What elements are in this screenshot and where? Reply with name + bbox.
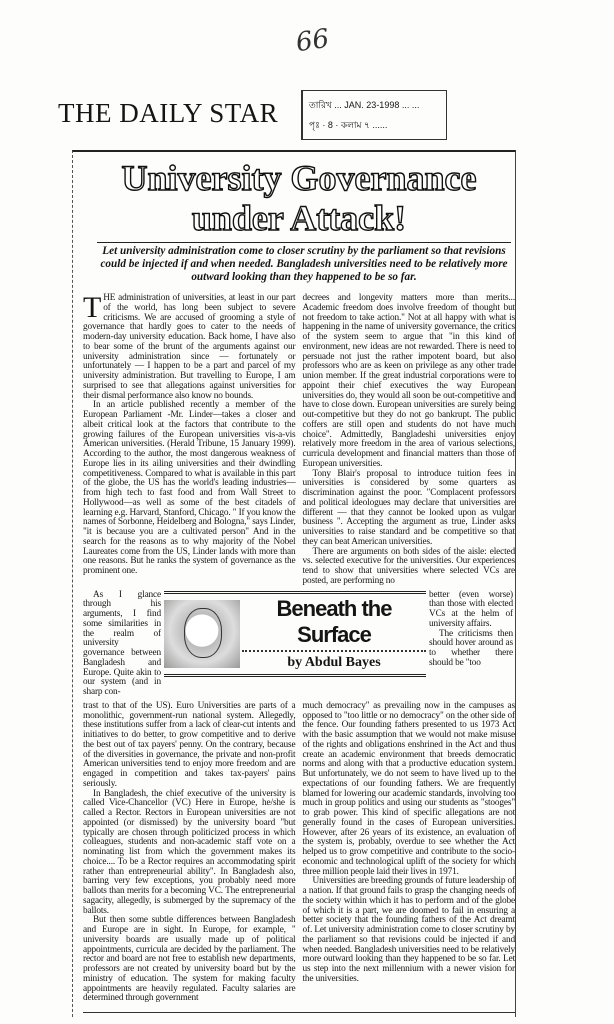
paragraph: In an article published recently a member of the European Parliament -Mr. Linder—takes a closer and albeit critical look at the factors that contribute to the growing failures of the European universities vis-a-vis American universities. (Herald Tribune, 15 January 1999). According to the author, the most dangerous weakness of Europe lies in its ailing universities and their dwindling competitiveness. Compared to what is available in this part of the globe, the US has the world's leading industries—from high tech to fast food and from Wall Street to Hollywood—as well as some of the best citadels of learning e.g. Harvard, Stanford, Chicago. " If you know the names of Sorbonne, Heidelberg and Bologna," says Linder, "it is because you are a cultivated person" And in the search for the reasons as to why majority of the Nobel Laureates come from the US, Linder lands with more than one reasons. But he ranks the system of governance as the prominent one. <box>83 400 296 576</box>
date-stamp <box>301 90 447 140</box>
author-portrait <box>164 600 240 668</box>
inset-left-text <box>83 591 161 698</box>
headline-divider <box>97 242 511 243</box>
drop-cap: T <box>83 291 102 324</box>
newspaper-masthead: THE DAILY STAR <box>58 98 279 128</box>
paragraph: The criticisms then should hover around as to whether there should be "too <box>429 628 513 668</box>
paragraph: Universities are breeding grounds of future leadership of a nation. If that ground fails to grasp the changing needs of the society within which it has to perform and of the globe of which it is a part, we are doomed to fail in ensuring a better society that the founding fathers of the Act dreamt of. Let university administration come to closer scrutiny by the parliament so that revisions could be injected if and when needed. Bangladesh universities need to be relatively more outward looking than they happened to be so far. Let us step into the next millennium with a newer vision for the universities. <box>302 876 515 984</box>
body-column-1 <box>83 291 296 587</box>
headline-line-1: University Governance <box>121 158 477 198</box>
paragraph: trast to that of the US). Euro Universities are parts of a monolithic, government-run national system. Allegedly, these institutions suffer from a lack of clear-cut intents and initiatives to do better, to grow competitive and to derive the best out of tax payers' penny. On the contrary, because of the diversities in governance, the private and non-profit American universities tend to enjoy more freedom and are engaged in competition and takes tax-payers' pains seriously. <box>83 700 296 789</box>
body-column-3 <box>83 702 296 1004</box>
paragraph: Tony Blair's proposal to introduce tuition fees in universities is considered by some quarters as discrimination against the poor. "Complacent professors and political ideologues may declare that universities are different — that they cannot be looked upon as vulgar business ". Accepting the argument as true, Linder asks universities to raise standard and be competitive so that they can beat American universities. <box>302 468 515 547</box>
handwritten-page-number: 66 <box>294 23 332 59</box>
paragraph: As I glance through his arguments, I find some similarities in the realm of university governance between Bangladesh and Europe. Quite akin to our system (and in sharp con- <box>83 589 161 697</box>
decorative-rule <box>242 650 426 652</box>
column-logo-text <box>242 596 426 672</box>
paragraph: much democracy" as prevailing now in the campuses as opposed to "too little or no democracy" on the other side of the fence. Our founding fathers presented to us 1973 Act with the basic assumption that we would not make misuse of the rights and obligations enshrined in the Act and thus create an academic environment that breeds democratic norms and along with that a productive education system. But unfortunately, we do not seem to have lived up to the expectations of our founding fathers. We are frequently blamed for lowering our academic standards, involving too much in group politics and using our students as "stooges" to grab power. This kind of specific allegations are not generally found in the cases of European universities. However, after 26 years of its existence, an evaluation of the system is, probably, overdue to see whether the Act helped us to grow competitive and contribute to the socio-economic and technological uplift of the society for which three million people laid their lives in 1971. <box>302 700 515 877</box>
inset-row <box>83 591 515 698</box>
column-title: Beneath the Surface <box>276 595 392 647</box>
byline: by Abdul Bayes <box>287 654 381 670</box>
headline-line-2: under Attack! <box>191 198 407 238</box>
inset-right-text <box>429 591 513 669</box>
upper-columns <box>83 291 515 587</box>
paragraph: decrees and longevity matters more than merits... Academic freedom does involve freedom of thought but not freedom to take action." Not at all happy with what is happening in the name of university governance, the critics of the system seem to argue that "in this kind of environment, new ideas are not rewarded. There is need to persuade not just the rather impotent board, but also professors who are as keen on privilege as any other trade union member. If the great industrial corporations were to appoint their chief executives the way European universities do, they would all soon be out-competitive and have to close down. European universities are surely being out-competitive but they do not go bankrupt. The public coffers are still open and students do not have much choice". Admittedly, Bangladeshi universities enjoy relatively more freedom in the area of various selections, curricula development and financial matters than those of European universities. <box>302 293 515 469</box>
body-column-2 <box>303 294 516 587</box>
article-deck: Let university administration come to closer scrutiny by the parliament so that revisions could be injected if and when needed. Bangladesh universities need to be relatively more outward looking than they happened to be so far. <box>100 245 508 283</box>
stamp-date-line: তারিখ ... JAN. 23-1998 ... ... <box>309 100 420 110</box>
paragraph: There are arguments on both sides of the aisle: elected vs. selected executive for the universities. Our experiences tend to show that universities where selected VCs are posted, are performing no <box>302 546 515 586</box>
paragraph <box>83 291 296 401</box>
clipping-bottom-edge <box>83 1012 515 1013</box>
lower-columns <box>83 702 515 1004</box>
paragraph-text: HE administration of universities, at least in our part of the world, has long been subject to severe criticisms. We are accused of grooming a style of governance that hardly goes to cater to the needs of modern-day university education. Back home, I have also to bear some of the brunt of the arguments against our university administration since — fortunately or unfortunately — I happen to be a part and parcel of my university administration. But travelling to Europe, I am surprised to see that allegations against universities for their dismal performance also know no bounds. <box>83 293 296 401</box>
paragraph: better (even worse) than those with elected VCs at the helm of university affairs. <box>429 589 513 629</box>
article <box>72 150 516 1017</box>
column-logo-box <box>164 591 426 677</box>
paragraph: But then some subtle differences between Bangladesh and Europe are in sight. In Europe, for example, " university boards are usually made up of political appointments, curricula are decided by the parliament. The rector and board are not free to establish new departments, professors are not created by university board but by the ministry of education. The system for making faculty appointments are heavily regulated. Faculty salaries are determined through government <box>83 915 296 1004</box>
body-column-4 <box>303 702 516 1004</box>
headline <box>83 158 515 238</box>
paragraph: In Bangladesh, the chief executive of the university is called Vice-Chancellor (VC) Here in Europe, he/she is called a Rector. Rectors in European universities are not appointed (or dismissed) by the university board "but typically are chosen through politicized process in which colleagues, students and non-academic staff vote on a nominating list from which the government makes its choice.... To be a Rector requires an accommodating spirit rather than entrepreneurial ability". In Bangladesh also, barring very few exceptions, you probably need more ballots than merits for a becoming VC. The entrepreneurial sagacity, allegedly, is submerged by the supremacy of the ballots. <box>83 788 296 916</box>
author-face-outline <box>184 608 222 658</box>
stamp-page-line: পৃঃ · 8 · কলাম ৭ ...... <box>309 120 388 130</box>
